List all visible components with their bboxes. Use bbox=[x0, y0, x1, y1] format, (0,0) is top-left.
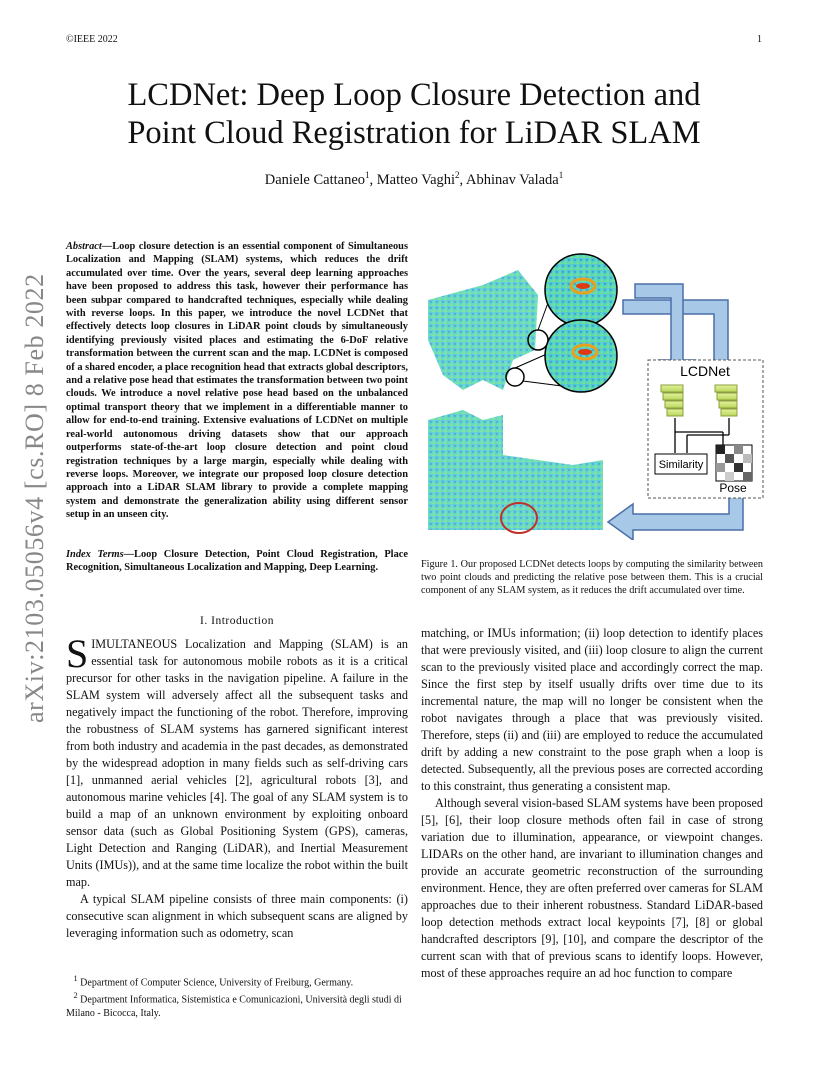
intro-paragraph-2: A typical SLAM pipeline consists of three main components: (i) consecutive scan alignment in which subsequent scans are aligned by leveraging information such as odometry, scan bbox=[66, 892, 408, 940]
abstract-label: Abstract bbox=[66, 241, 102, 252]
figure-1-diagram bbox=[423, 240, 768, 540]
abstract-text: —Loop closure detection is an essential component of Simultaneous Localization and Mapping (SLAM) systems, which reduces the drift accumulated over time. Over the years, several deep learning approaches have been proposed to address this task, however their performance has been subpar compared to handcrafted techniques, especially while dealing with reverse loops. In this paper, we introduce the novel LCDNet that effectively detects loop closures in LiDAR point clouds by simultaneously identifying previously visited places and estimating the 6-DoF relative transformation between the current scan and the map. LCDNet is composed of a shared encoder, a place recognition head that extracts global descriptors, and a relative pose head that estimates the transformation between two point clouds. We introduce a novel relative pose head based on the unbalanced optimal transport theory that we implement in a differentiable manner to allow for end-to-end training. Extensive evaluations of LCDNet on multiple real-world autonomous driving datasets show that our approach outperforms state-of-the-art loop closure detection and point cloud registration techniques by a large margin, especially while dealing with reverse loops. Moreover, we integrate our proposed loop closure detection approach into a LiDAR SLAM library to provide a complete mapping system and demonstrate the generalization ability using different sensor setup in an unseen city. bbox=[66, 241, 408, 521]
title-line-1: LCDNet: Deep Loop Closure Detection and bbox=[127, 77, 701, 113]
pose-matrix-icon bbox=[716, 445, 752, 481]
index-terms-label: Index Terms bbox=[66, 549, 124, 560]
affiliation-mark: 1 bbox=[558, 170, 564, 180]
paper-title bbox=[60, 76, 768, 152]
zoom-circle-small bbox=[506, 368, 524, 386]
intro-right-paragraph-2: Although several vision-based SLAM systems have been proposed [5], [6], their loop closure methods often fail in case of strong variation due to illumination, appearance, or viewpoint changes. LIDARs on the other hand, are invariant to illumination changes and provide an accurate geometric reconstruction of the surrounding environment. Hence, they are often preferred over cameras for SLAM approaches due to their inherent robustness. Standard LiDAR-based loop detection methods extract local keypoints [7], [8] or global handcrafted descriptors [9], [10], and compare the descriptor of the current scan with that of previous scans to identify loops. However, most of these approaches require an ad hoc function to compare bbox=[421, 796, 763, 980]
footnotes bbox=[66, 972, 408, 1020]
arxiv-sidebar-id: arXiv:2103.05056v4 [cs.RO] 8 Feb 2022 bbox=[20, 273, 49, 723]
similarity-label: Similarity bbox=[658, 459, 704, 471]
intro-paragraph-1 bbox=[66, 631, 408, 891]
author-name: Matteo Vaghi bbox=[376, 171, 456, 188]
footnote-2 bbox=[66, 989, 408, 1019]
zoom-circle-large bbox=[545, 320, 617, 392]
bottom-point-cloud bbox=[428, 410, 603, 533]
page-number: 1 bbox=[757, 34, 762, 45]
paragraph-text: IMULTANEOUS Localization and Mapping (SLAM) is an essential task for autonomous mobile robots as it is a critical precursor for other tasks in the navigation pipeline. A failure in the SLAM system will adversely affect all the subsequent tasks and negatively impact the functioning of the robot. Therefore, improving the robustness of SLAM systems has garnered significant interest from both industry and academia in the past decades, as demonstrated by the widespread adoption in many fields such as self-driving cars [1], unmanned aerial vehicles [2], agricultural robots [3], and autonomous marine vehicles [4]. The goal of any SLAM system is to build a map of an unknown environment by exploiting onboard sensor data (such as Global Positioning System (GPS), cameras, Light Detection and Ranging (LiDAR), and Inertial Measurement Units (IMUs)), and at the same time localize the robot within the built map. bbox=[66, 637, 408, 889]
footnote-1 bbox=[66, 972, 408, 989]
intro-right-paragraph-1: matching, or IMUs information; (ii) loop detection to identify places that were previously visited, and (iii) loop closure to align the current scan to the previously visited place and accordingly correct the map. Since the first step by itself usually drifts over time due to its incremental nature, the map will no longer be consistent when the robot navigates through a place that was previously visited. Therefore, steps (ii) and (iii) are employed to reduce the accumulated drift by adding a new constraint to the pose graph when a loop is detected. Subsequently, all the previous poses are corrected according to this constraint, thus generating a consistent map. bbox=[421, 626, 763, 793]
index-terms-text: —Loop Closure Detection, Point Cloud Registration, Place Recognition, Simultaneous Localization and Mapping, Deep Learning. bbox=[66, 549, 408, 574]
footnote-number: 1 bbox=[73, 974, 78, 983]
pose-label: Pose bbox=[719, 481, 747, 495]
index-terms bbox=[66, 548, 408, 575]
top-point-cloud bbox=[428, 270, 538, 390]
title-line-2: Point Cloud Registration for LiDAR SLAM bbox=[127, 115, 701, 151]
intro-left-column bbox=[66, 631, 408, 942]
affiliation-mark: 2 bbox=[455, 170, 460, 180]
footnote-text: Department Informatica, Sistemistica e Comunicazioni, Università degli studi di Milano - Bicocca, Italy. bbox=[66, 994, 402, 1019]
lcdnet-label: LCDNet bbox=[680, 363, 730, 379]
intro-right-column bbox=[421, 625, 763, 982]
author-list: Daniele Cattaneo$^1$, Matteo Vaghi$^2$, Abhinav Valada$^1$ bbox=[264, 170, 564, 188]
section-heading: I. Introduction bbox=[200, 615, 274, 627]
drop-cap: S bbox=[66, 631, 89, 676]
footnote-text: Department of Computer Science, University of Freiburg, Germany. bbox=[80, 977, 354, 989]
abstract bbox=[66, 240, 408, 522]
author-name: Daniele Cattaneo bbox=[264, 171, 366, 188]
author-name: Abhinav Valada bbox=[465, 171, 559, 188]
affiliation-mark: 1 bbox=[365, 170, 370, 180]
footnote-number: 2 bbox=[73, 991, 78, 1001]
zoom-circle-large bbox=[545, 254, 617, 326]
copyright-header: ©IEEE 2022 bbox=[66, 34, 118, 45]
figure-1-caption: Figure 1. Our proposed LCDNet detects loops by computing the similarity between two point clouds and predicting the relative pose between them. This is a crucial component of any SLAM system, as it reduces the drift accumulated over time. bbox=[421, 559, 763, 597]
